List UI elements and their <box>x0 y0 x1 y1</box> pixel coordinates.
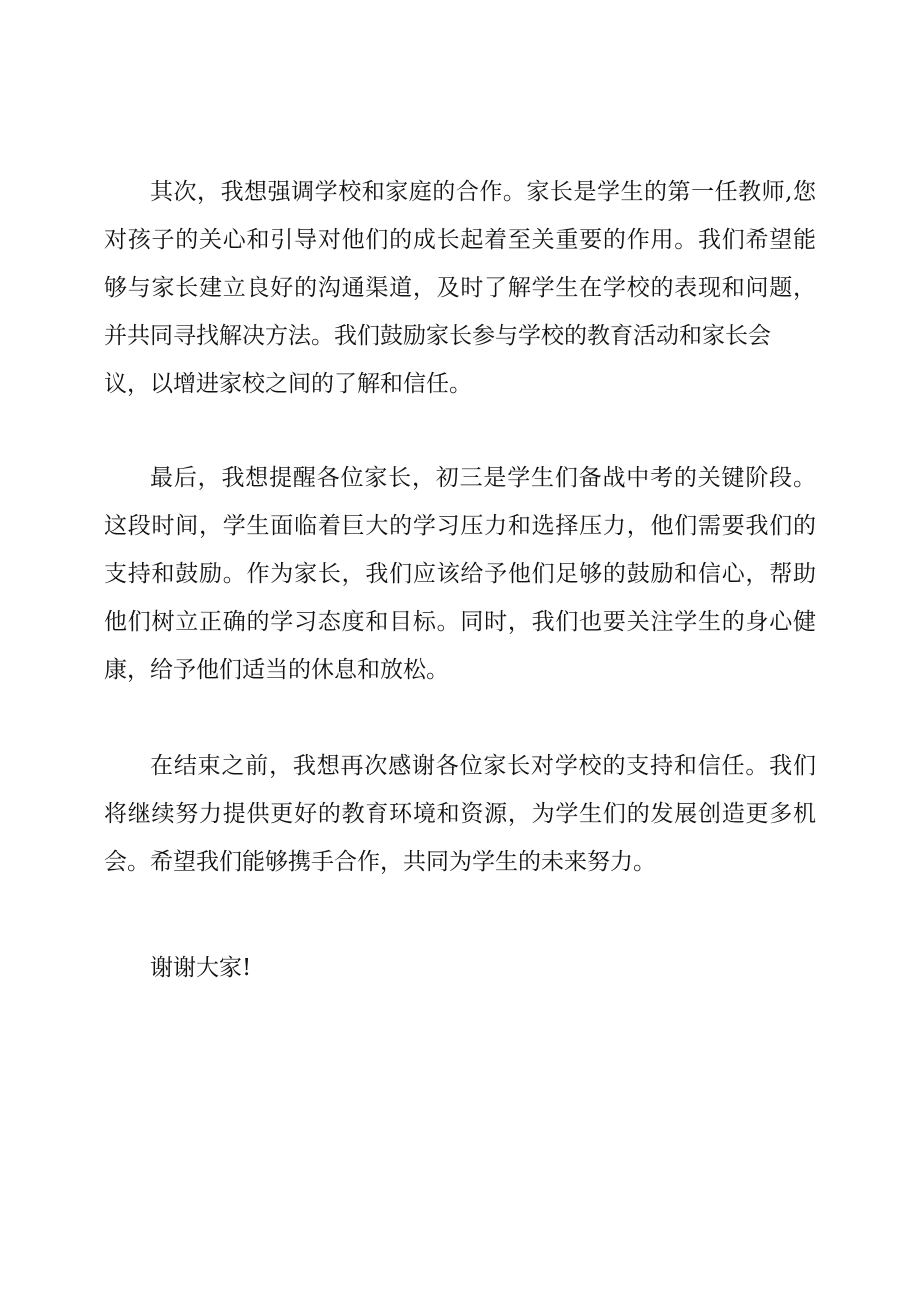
paragraph-line: 这段时间，学生面临着巨大的学习压力和选择压力，他们需要我们的 <box>104 513 816 539</box>
closing-line <box>104 944 816 992</box>
paragraph-line: 谢谢大家! <box>150 955 252 981</box>
paragraph-line: 对孩子的关心和引导对他们的成长起着至关重要的作用。我们希望能 <box>104 227 816 253</box>
paragraph-thanks <box>104 742 816 886</box>
paragraph-line: 会。希望我们能够携手合作，共同为学生的未来努力。 <box>104 849 656 875</box>
paragraph-line: 够与家长建立良好的沟通渠道，及时了解学生在学校的表现和问题， <box>104 275 816 301</box>
paragraph-line: 他们树立正确的学习态度和目标。同时，我们也要关注学生的身心健 <box>104 609 816 635</box>
paragraph-cooperation <box>104 168 816 408</box>
paragraph-line: 最后，我想提醒各位家长，初三是学生们备战中考的关键阶段。 <box>150 465 816 491</box>
paragraph-line: 康，给予他们适当的休息和放松。 <box>104 657 449 683</box>
paragraph-reminder <box>104 454 816 694</box>
paragraph-line: 将继续努力提供更好的教育环境和资源，为学生们的发展创造更多机 <box>104 801 816 827</box>
paragraph-line: 支持和鼓励。作为家长，我们应该给予他们足够的鼓励和信心，帮助 <box>104 561 816 587</box>
paragraph-line: 议，以增进家校之间的了解和信任。 <box>104 371 472 397</box>
paragraph-line: 并共同寻找解决方法。我们鼓励家长参与学校的教育活动和家长会 <box>104 323 771 349</box>
paragraph-line: 在结束之前，我想再次感谢各位家长对学校的支持和信任。我们 <box>150 753 816 779</box>
paragraph-line: 其次，我想强调学校和家庭的合作。家长是学生的第一任教师,您 <box>150 179 816 205</box>
